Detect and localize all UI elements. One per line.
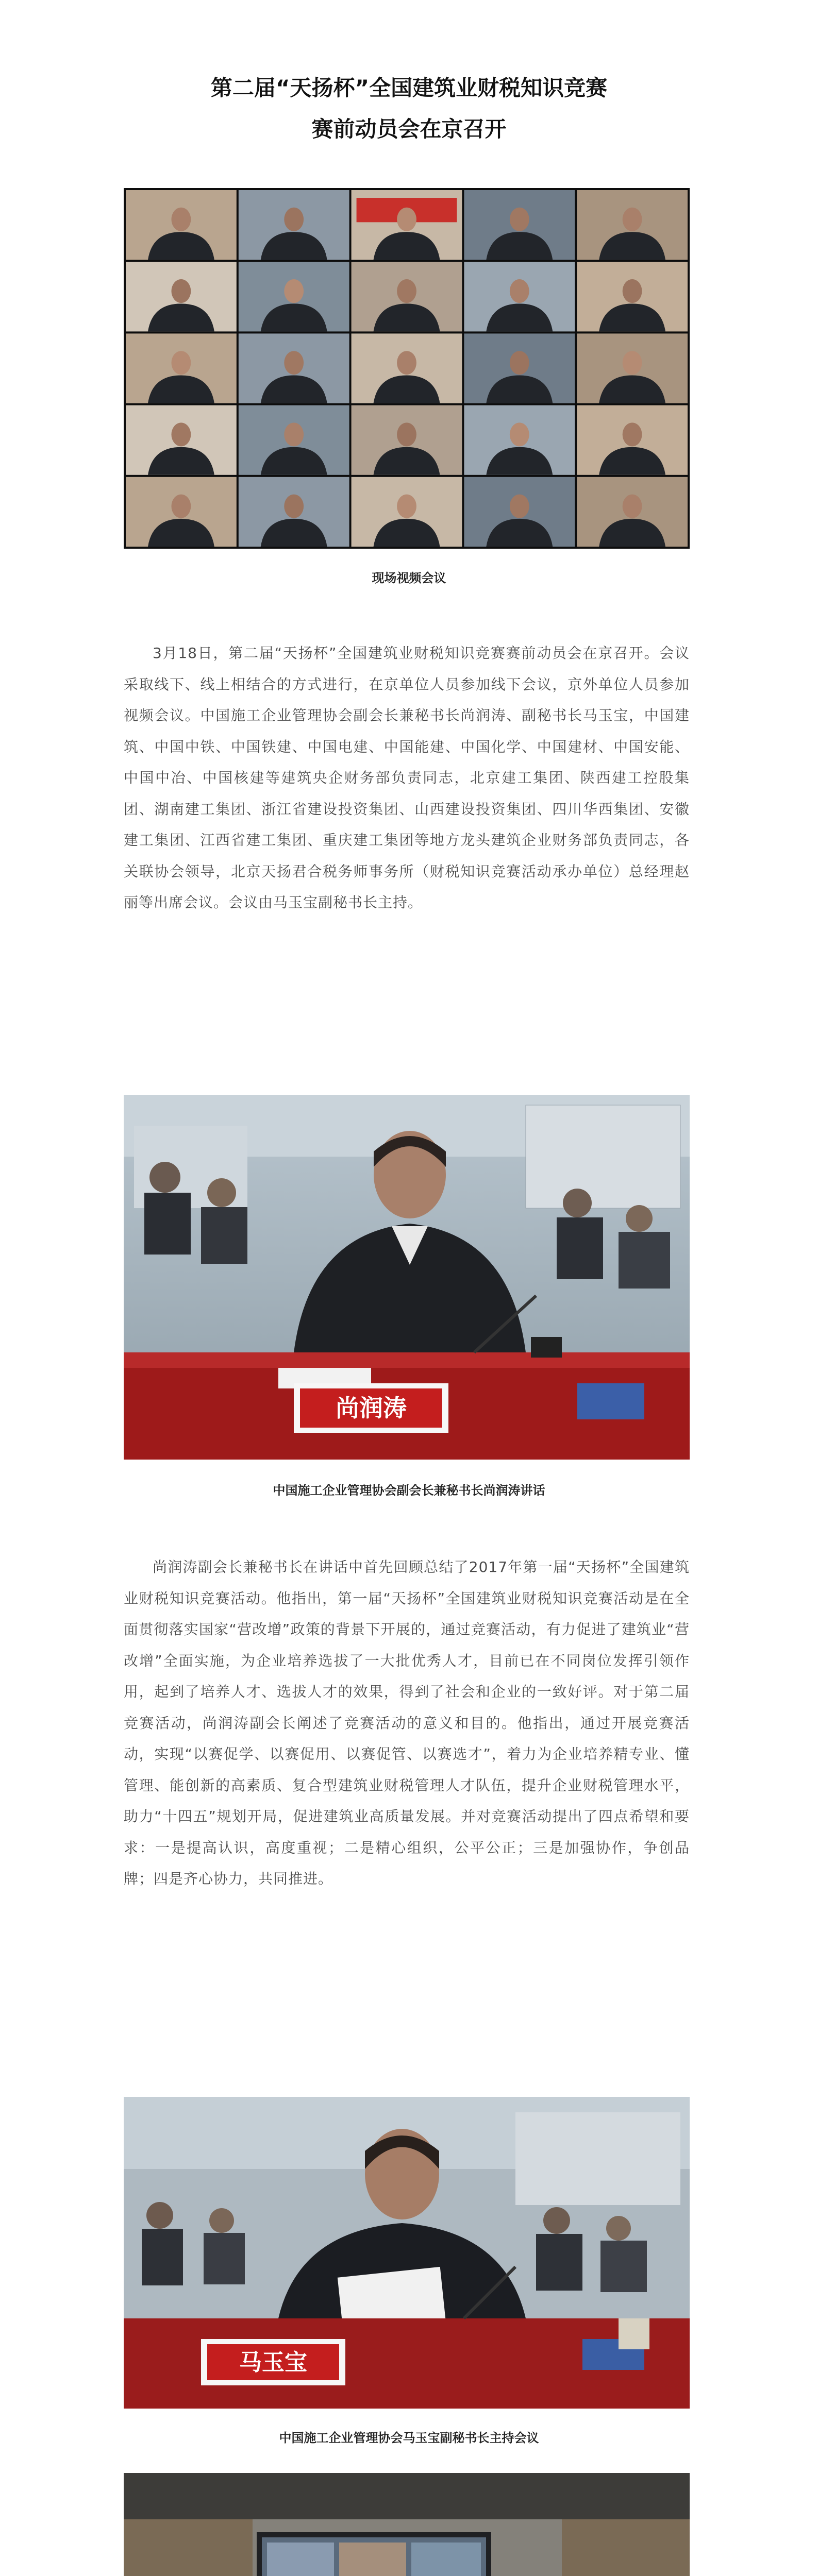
video-grid-image xyxy=(124,188,690,549)
video-tile xyxy=(577,333,688,403)
video-tile xyxy=(239,333,349,403)
video-tile xyxy=(126,262,237,331)
video-tile xyxy=(352,477,462,547)
video-tile xyxy=(464,477,575,547)
video-tile xyxy=(352,405,462,475)
meeting-room-image xyxy=(124,2473,690,2576)
speaker2-photo xyxy=(124,2097,690,2409)
video-tile xyxy=(577,190,688,260)
video-tile xyxy=(239,405,349,475)
caption-1: 现场视频会议 xyxy=(372,571,446,585)
video-tile xyxy=(126,333,237,403)
video-tile xyxy=(464,262,575,331)
article-title-line2: 赛前动员会在京召开 xyxy=(311,116,507,142)
caption-3: 中国施工企业管理协会马玉宝副秘书长主持会议 xyxy=(279,2431,539,2445)
speaker2-image xyxy=(124,2097,690,2409)
nameplate-speaker1: 尚润涛 xyxy=(336,1394,407,1422)
video-tile xyxy=(239,262,349,331)
article-title-line1: 第二届“天扬杯”全国建筑业财税知识竞赛 xyxy=(210,75,608,100)
video-tile xyxy=(352,262,462,331)
video-tile xyxy=(126,190,237,260)
video-tile xyxy=(239,190,349,260)
video-tile xyxy=(464,405,575,475)
video-tile xyxy=(126,477,237,547)
speaker1-photo xyxy=(124,1095,690,1460)
paragraph-1: 3月18日，第二届“天扬杯”全国建筑业财税知识竞赛赛前动员会在京召开。会议采取线下、线上相结合的方式进行，在京单位人员参加线下会议，京外单位人员参加视频会议。中国施工企业管理协会副会长兼秘书长尚润涛、副秘书长马玉宝，中国建筑、中国中铁、中国铁建、中国电建、中国能建、中国化学、中国建材、中国安能、中国中冶、中国核建等建筑央企财务部负责同志，北京建工集团、陕西建工控股集团、湖南建工集团、浙江省建设投资集团、山西建设投资集团、四川华西集团、安徽建工集团、江西省建工集团、重庆建工集团等地方龙头建筑企业财务部负责同志，各关联协会领导，北京天扬君合税务师事务所（财税知识竞赛活动承办单位）总经理赵丽等出席会议。会议由马玉宝副秘书长主持。 xyxy=(124,645,690,911)
speaker1-image xyxy=(124,1095,690,1460)
video-tile xyxy=(464,190,575,260)
caption-2: 中国施工企业管理协会副会长兼秘书长尚润涛讲话 xyxy=(273,1483,545,1498)
video-tile xyxy=(239,477,349,547)
paragraph-2: 尚润涛副会长兼秘书长在讲话中首先回顾总结了2017年第一届“天扬杯”全国建筑业财税知识竞赛活动。他指出，第一届“天扬杯”全国建筑业财税知识竞赛活动是在全面贯彻落实国家“营改增”政策的背景下开展的，通过竞赛活动，有力促进了建筑业“营改增”全面实施，为企业培养选拔了一大批优秀人才，目前已在不同岗位发挥引领作用，起到了培养人才、选拔人才的效果，得到了社会和企业的一致好评。对于第二届竞赛活动，尚润涛副会长阐述了竞赛活动的意义和目的。他指出，通过开展竞赛活动，实现“以赛促学、以赛促用、以赛促管、以赛选才”，着力为企业培养精专业、懂管理、能创新的高素质、复合型建筑业财税管理人才队伍，提升企业财税管理水平，助力“十四五”规划开局，促进建筑业高质量发展。并对竞赛活动提出了四点希望和要求：一是提高认识，高度重视；二是精心组织，公平公正；三是加强协作，争创品牌；四是齐心协力，共同推进。 xyxy=(124,1558,690,1887)
video-tile xyxy=(464,333,575,403)
video-conference-photo xyxy=(124,188,690,549)
video-tile xyxy=(126,405,237,475)
video-tile xyxy=(352,190,462,260)
nameplate-speaker2: 马玉宝 xyxy=(239,2349,307,2376)
video-tile xyxy=(577,262,688,331)
video-tile xyxy=(577,405,688,475)
meeting-room-photo xyxy=(124,2473,690,2576)
video-tile xyxy=(577,477,688,547)
video-tile xyxy=(352,333,462,403)
